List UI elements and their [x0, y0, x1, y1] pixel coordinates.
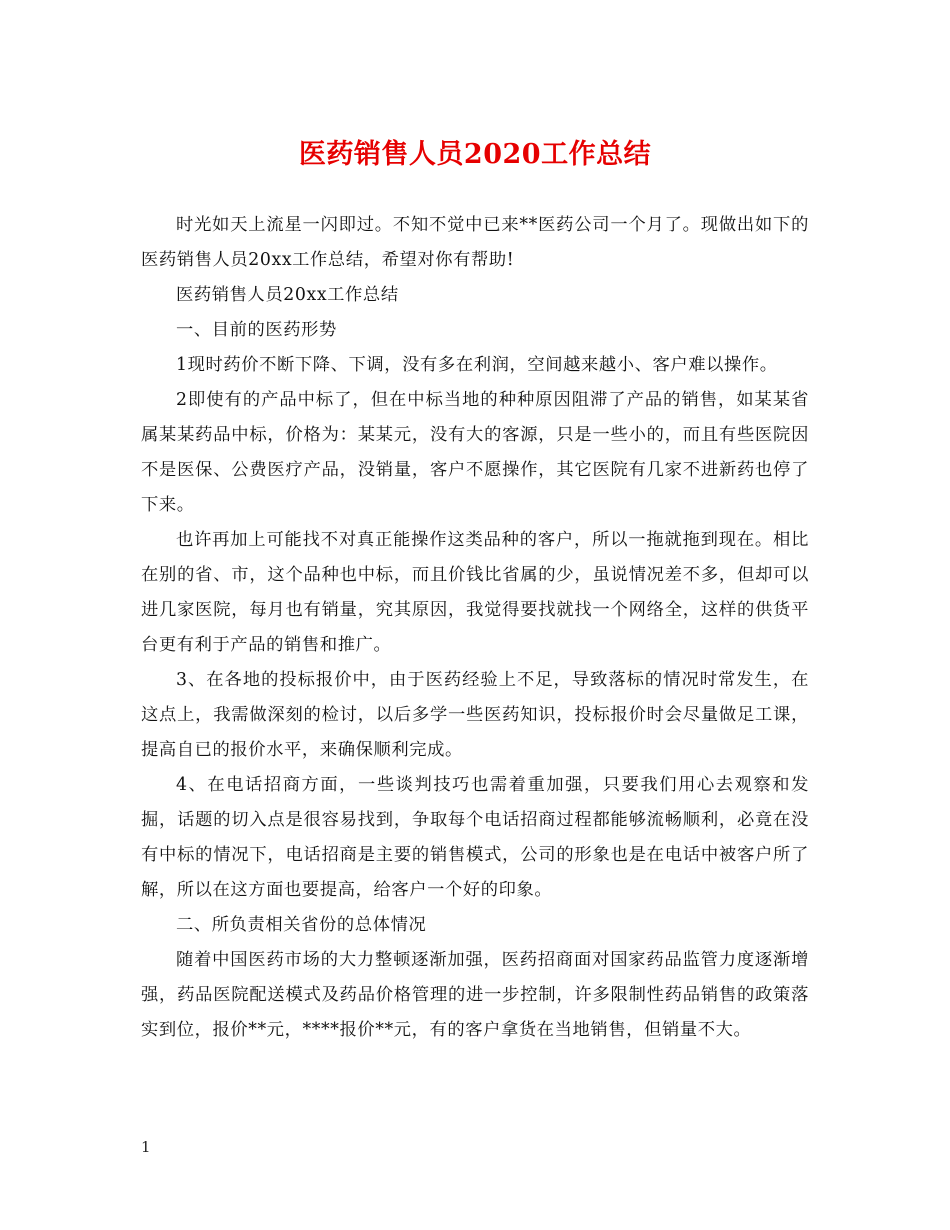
page-number: 1 — [141, 1138, 151, 1156]
document-title: 医药销售人员2020工作总结 — [298, 139, 652, 170]
paragraph: 医药销售人员20xx工作总结 — [176, 285, 399, 305]
paragraph: 4、在电话招商方面，一些谈判技巧也需着重加强，只要我们用心去观察和发掘，话题的切入点是很容易找到，争取每个电话招商过程都能够流畅顺利，必竟在没有中标的情况下，电话招商是主要的销售模式，公司的形象也是在电话中被客户所了解，所以在这方面也要提高，给客户一个好的印象。 — [141, 775, 809, 900]
paragraph: 也许再加上可能找不对真正能操作这类品种的客户，所以一拖就拖到现在。相比在别的省、市，这个品种也中标，而且价钱比省属的少，虽说情况差不多，但却可以进几家医院，每月也有销量，究其原因，我觉得要找就找一个网络全，这样的供货平台更有利于产品的销售和推广。 — [141, 530, 809, 655]
paragraph: 1现时药价不断下降、下调，没有多在利润，空间越来越小、客户难以操作。 — [176, 355, 778, 375]
document-body — [141, 208, 809, 1048]
paragraph: 随着中国医药市场的大力整顿逐渐加强，医药招商面对国家药品监管力度逐渐增强，药品医院配送模式及药品价格管理的进一步控制，许多限制性药品销售的政策落实到位，报价**元，****报价**元，有的客户拿货在当地销售，但销量不大。 — [141, 950, 809, 1040]
section-heading: 一、目前的医药形势 — [176, 320, 337, 340]
paragraph: 3、在各地的投标报价中，由于医药经验上不足，导致落标的情况时常发生，在这点上，我需做深刻的检讨，以后多学一些医药知识，投标报价时会尽量做足工课，提高自已的报价水平，来确保顺利完成。 — [141, 670, 809, 760]
paragraph: 2即使有的产品中标了，但在中标当地的种种原因阻滞了产品的销售，如某某省属某某药品中标，价格为：某某元，没有大的客源，只是一些小的，而且有些医院因不是医保、公费医疗产品，没销量，客户不愿操作，其它医院有几家不进新药也停了下来。 — [141, 390, 809, 515]
paragraph: 时光如天上流星一闪即过。不知不觉中已来**医药公司一个月了。现做出如下的医药销售人员20xx工作总结，希望对你有帮助! — [141, 215, 809, 270]
section-heading: 二、所负责相关省份的总体情况 — [176, 915, 427, 935]
